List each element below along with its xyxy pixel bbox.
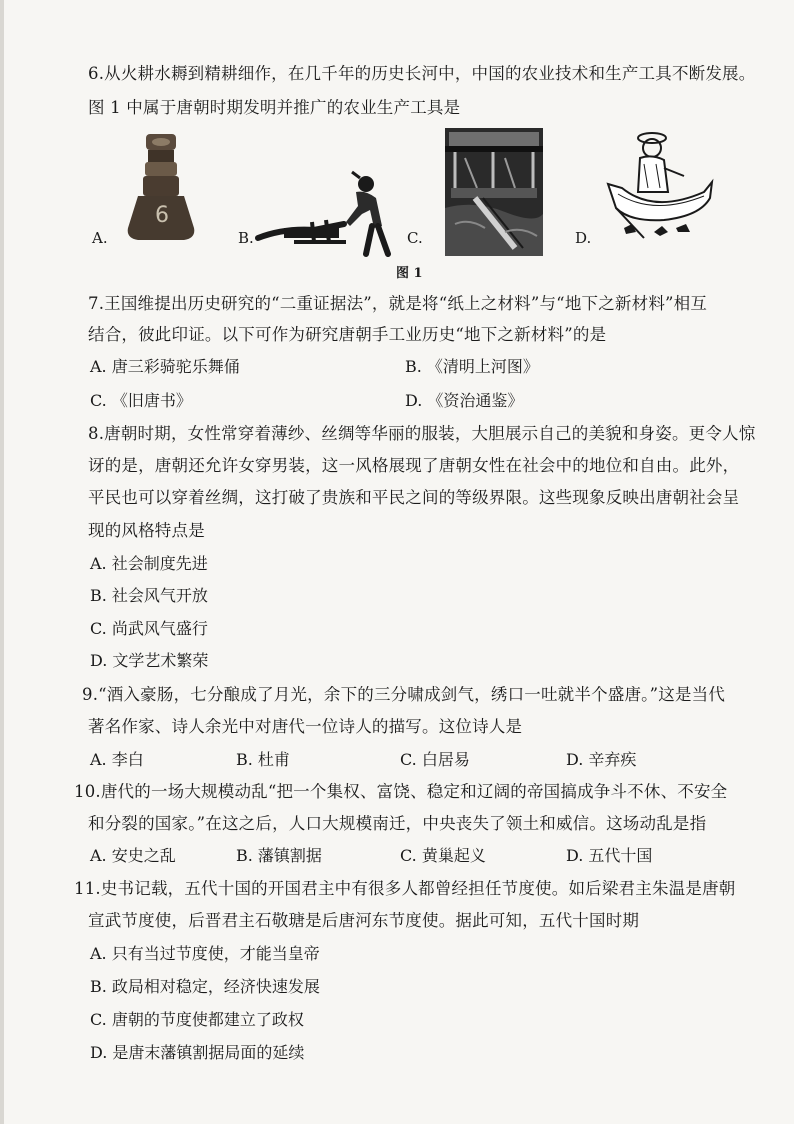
q9-option-a: A. 李白 <box>90 750 144 769</box>
q7-option-a: A. 唐三彩骑驼乐舞俑 <box>90 357 240 376</box>
figure-1-caption: 图 1 <box>396 266 423 281</box>
q10-option-c: C. 黄巢起义 <box>400 846 486 865</box>
q6-option-a-image <box>118 128 218 256</box>
q9-stem-line1: 9.“酒入豪肠，七分酿成了月光，余下的三分啸成剑气，绣口一吐就半个盛唐。”这是当代 <box>82 685 726 704</box>
q8-stem-line3: 平民也可以穿着丝绸，这打破了贵族和平民之间的等级界限。这些现象反映出唐朝社会呈 <box>88 488 740 507</box>
q8-stem-line2: 讶的是，唐朝还允许女穿男装，这一风格展现了唐朝女性在社会中的地位和自由。此外， <box>88 456 740 475</box>
q7-option-c: C. 《旧唐书》 <box>90 391 192 410</box>
q6-option-d-image <box>604 128 716 246</box>
q8-option-d: D. 文学艺术繁荣 <box>90 651 209 670</box>
q7-option-b: B. 《清明上河图》 <box>405 357 539 376</box>
q10-option-b: B. 藩镇割据 <box>236 846 322 865</box>
q8-option-c: C. 尚武风气盛行 <box>90 619 208 638</box>
q9-option-b: B. 杜甫 <box>236 750 290 769</box>
q8-stem-line1: 8.唐朝时期，女性常穿着薄纱、丝绸等华丽的服装，大胆展示自己的美貌和身姿。更令人惊 <box>88 424 756 443</box>
q10-stem-line1: 10.唐代的一场大规模动乱“把一个集权、富饶、稳定和辽阔的帝国搞成争斗不休、不安全 <box>74 782 728 801</box>
q6-option-b-label: B. <box>238 229 254 247</box>
q6-stem-line1: 6.从火耕水耨到精耕细作，在几千年的历史长河中，中国的农业技术和生产工具不断发展。 <box>88 64 756 83</box>
q6-option-c-image <box>445 128 543 256</box>
q6-stem-line2: 图 1 中属于唐朝时期发明并推广的农业生产工具是 <box>88 98 461 117</box>
q9-option-c: C. 白居易 <box>400 750 470 769</box>
q9-stem-line2: 著名作家、诗人余光中对唐代一位诗人的描写。这位诗人是 <box>88 717 523 736</box>
q8-option-b: B. 社会风气开放 <box>90 586 208 605</box>
q7-option-d: D. 《资治通鉴》 <box>405 391 524 410</box>
q11-option-c: C. 唐朝的节度使都建立了政权 <box>90 1010 304 1029</box>
q11-option-b: B. 政局相对稳定，经济快速发展 <box>90 977 320 996</box>
scan-edge <box>0 0 4 1124</box>
q10-option-a: A. 安史之乱 <box>90 846 176 865</box>
q11-option-d: D. 是唐末藩镇割据局面的延续 <box>90 1043 305 1062</box>
q7-stem-line1: 7.王国维提出历史研究的“二重证据法”，就是将“纸上之材料”与“地下之新材料”相互 <box>88 294 708 313</box>
q10-stem-line2: 和分裂的国家。”在这之后，人口大规模南迁，中央丧失了领土和威信。这场动乱是指 <box>88 814 707 833</box>
svg-text:6: 6 <box>155 203 169 228</box>
q8-stem-line4: 现的风格特点是 <box>88 521 205 540</box>
q6-option-d-label: D. <box>575 229 592 247</box>
q11-stem-line1: 11.史书记载，五代十国的开国君主中有很多人都曾经担任节度使。如后梁君主朱温是唐朝 <box>74 879 736 898</box>
q6-option-c-label: C. <box>407 229 423 247</box>
q9-option-d: D. 辛弃疾 <box>566 750 637 769</box>
q7-stem-line2: 结合，彼此印证。以下可作为研究唐朝手工业历史“地下之新材料”的是 <box>88 325 607 344</box>
q10-option-d: D. 五代十国 <box>566 846 653 865</box>
q6-option-a-label: A. <box>92 229 108 247</box>
q8-option-a: A. 社会制度先进 <box>90 554 208 573</box>
q11-option-a: A. 只有当过节度使，才能当皇帝 <box>90 944 320 963</box>
q11-stem-line2: 宣武节度使，后晋君主石敬瑭是后唐河东节度使。据此可知，五代十国时期 <box>88 911 640 930</box>
q6-option-b-image <box>254 170 404 260</box>
